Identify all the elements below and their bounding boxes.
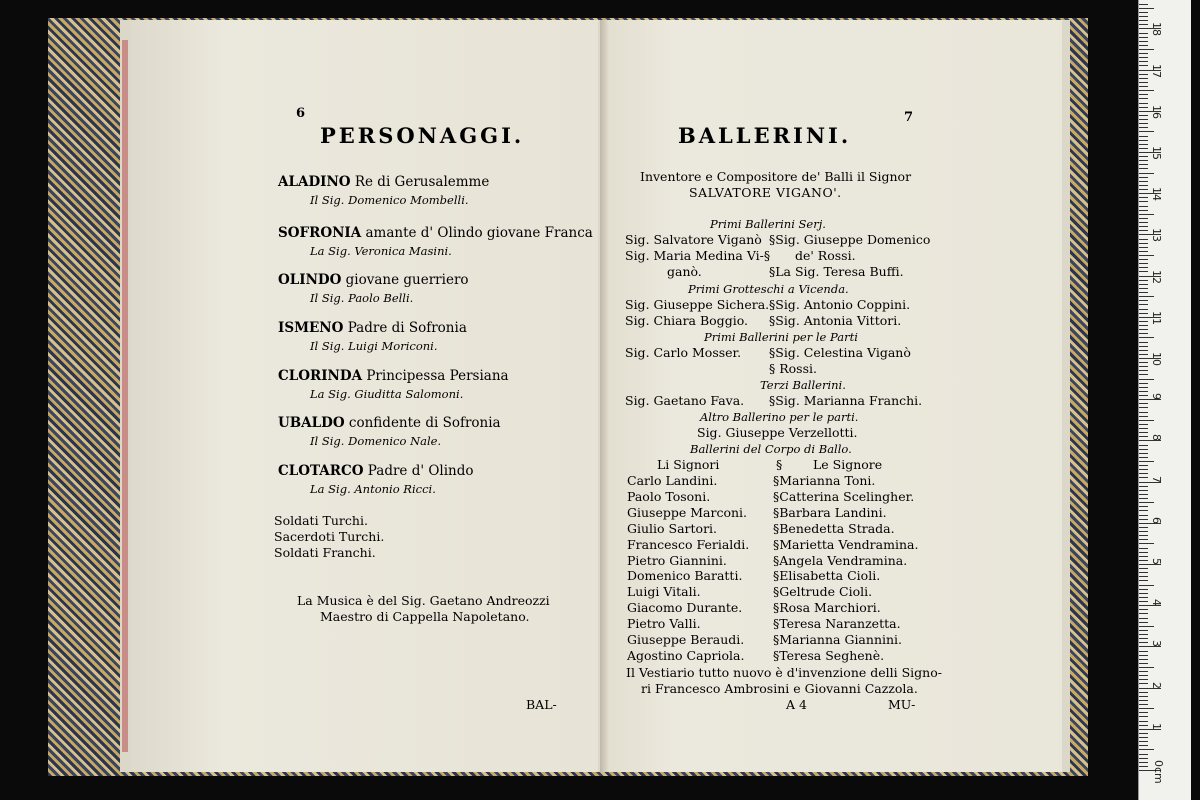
ruler-tick xyxy=(1139,445,1148,446)
ruler-tick xyxy=(1139,473,1148,474)
dancer-left: ganò. xyxy=(667,264,702,279)
ruler-tick xyxy=(1139,675,1148,676)
ruler-tick xyxy=(1139,638,1148,639)
ruler-tick xyxy=(1139,173,1154,174)
character-name: ISMENO xyxy=(278,320,344,336)
corpo-signore: Giacomo Durante. xyxy=(627,600,743,616)
ruler-tick xyxy=(1139,428,1148,429)
ruler-number: 1 xyxy=(1150,722,1163,730)
character-actor: Il Sig. Domenico Mombelli. xyxy=(310,193,469,207)
ruler-tick xyxy=(1139,671,1148,672)
ruler-tick xyxy=(1139,136,1148,137)
altro-name: Sig. Giuseppe Verzellotti. xyxy=(697,425,858,440)
ruler-number: 13 xyxy=(1150,228,1163,243)
ruler-tick xyxy=(1139,749,1154,750)
ruler-tick xyxy=(1139,622,1148,623)
dancer-left: Sig. Gaetano Fava. xyxy=(625,393,745,408)
ruler-tick xyxy=(1139,4,1148,5)
dancer-right: §Sig. Marianna Franchi. xyxy=(769,393,923,408)
corpo-signore-female: §Catterina Scelingher. xyxy=(773,488,915,504)
ruler-tick xyxy=(1139,296,1154,297)
ruler-tick xyxy=(1139,469,1148,470)
corpo-signore: Paolo Tosoni. xyxy=(627,488,711,504)
ruler-tick xyxy=(1139,609,1148,610)
ruler-number: 3 xyxy=(1150,640,1163,648)
ruler-tick xyxy=(1139,601,1148,602)
ruler-tick xyxy=(1139,457,1148,458)
dancer-left: Sig. Chiara Boggio. xyxy=(625,313,748,328)
ruler-tick xyxy=(1139,214,1154,215)
character-name-line xyxy=(278,226,593,241)
ruler-tick xyxy=(1139,78,1148,79)
ruler-tick xyxy=(1139,8,1154,9)
ruler-tick xyxy=(1139,416,1148,417)
ruler-tick xyxy=(1139,465,1148,466)
ruler-tick xyxy=(1139,239,1148,240)
ruler-tick xyxy=(1139,515,1148,516)
ruler-tick xyxy=(1139,630,1148,631)
vestiario-line1: Il Vestiario tutto nuovo è d'invenzione delli Signo- xyxy=(626,665,942,680)
ruler-tick xyxy=(1139,741,1148,742)
section-heading: Primi Grotteschi a Vicenda. xyxy=(688,282,849,296)
ruler-tick xyxy=(1139,543,1154,544)
ruler-tick xyxy=(1139,127,1148,128)
corpo-signore: Giulio Sartori. xyxy=(627,520,718,536)
ruler-tick xyxy=(1139,346,1148,347)
ruler-tick xyxy=(1139,659,1148,660)
ruler-tick xyxy=(1139,251,1148,252)
ruler-tick xyxy=(1139,144,1148,145)
ruler-tick xyxy=(1139,350,1148,351)
ruler-tick xyxy=(1139,82,1148,83)
dancer-right: de' Rossi. xyxy=(795,248,856,263)
character-name: CLORINDA xyxy=(278,368,363,384)
ruler-tick xyxy=(1139,733,1148,734)
right-page-title: BALLERINI. xyxy=(678,123,852,148)
ruler-tick xyxy=(1139,585,1154,586)
left-page-number: 6 xyxy=(296,106,306,121)
ruler-tick xyxy=(1139,556,1148,557)
dancer-left: Sig. Maria Medina Vi-§ xyxy=(625,248,771,263)
corpo-separator: § xyxy=(776,457,783,472)
character-description: confidente di Sofronia xyxy=(344,415,501,431)
section-heading: Primi Ballerini per le Parti xyxy=(704,330,858,344)
character-description: amante d' Olindo giovane Franca xyxy=(361,225,593,241)
ruler-tick xyxy=(1139,527,1148,528)
ruler-tick xyxy=(1139,391,1148,392)
corpo-signore-female: §Marianna Toni. xyxy=(773,473,876,488)
dancer-left: Sig. Salvatore Viganò xyxy=(625,232,762,247)
ruler-tick xyxy=(1139,321,1148,322)
ruler-tick xyxy=(1139,642,1148,643)
character-name-line xyxy=(278,464,474,479)
signature-mark: A 4 xyxy=(786,697,807,712)
ruler-tick xyxy=(1139,362,1148,363)
ruler-tick xyxy=(1139,758,1148,759)
ruler-number: 9 xyxy=(1150,393,1163,401)
music-credit-line1: La Musica è del Sig. Gaetano Andreozzi xyxy=(297,593,550,608)
ruler-tick xyxy=(1139,259,1148,260)
ruler-tick xyxy=(1139,329,1148,330)
dancer-right: §Sig. Giuseppe Domenico xyxy=(769,232,931,247)
ruler-tick xyxy=(1139,342,1148,343)
ruler-tick xyxy=(1139,280,1148,281)
ruler-tick xyxy=(1139,560,1148,561)
ruler-number: 4 xyxy=(1150,599,1163,607)
right-catchword: MU- xyxy=(888,697,916,712)
corpo-signore-female: §Teresa Naranzetta. xyxy=(773,616,901,632)
ruler-tick xyxy=(1139,90,1154,91)
ruler-tick xyxy=(1139,201,1148,202)
ruler-tick xyxy=(1139,263,1148,264)
character-actor: La Sig. Giuditta Salomoni. xyxy=(310,387,464,401)
character-name: OLINDO xyxy=(278,272,342,288)
ruler-tick xyxy=(1139,535,1148,536)
ruler-tick xyxy=(1139,247,1148,248)
ruler-tick xyxy=(1139,597,1148,598)
ruler-number: 16 xyxy=(1150,104,1163,119)
ruler-tick xyxy=(1139,655,1148,656)
ruler-tick xyxy=(1139,626,1154,627)
ruler-tick xyxy=(1139,613,1148,614)
ruler-tick xyxy=(1139,395,1148,396)
ruler-tick xyxy=(1139,288,1148,289)
corpo-signore-female: §Angela Vendramina. xyxy=(773,552,908,568)
ruler-tick xyxy=(1139,683,1148,684)
character-description: Re di Gerusalemme xyxy=(350,174,490,190)
measurement-ruler xyxy=(1138,0,1191,800)
corpo-signore-female: §Marianna Giannini. xyxy=(773,632,903,647)
ruler-tick xyxy=(1139,510,1148,511)
ruler-tick xyxy=(1139,589,1148,590)
character-name-line xyxy=(278,416,501,431)
corpo-signore-female: §Barbara Landini. xyxy=(773,504,887,520)
ruler-tick xyxy=(1139,576,1148,577)
ruler-tick xyxy=(1139,243,1148,244)
character-name: SOFRONIA xyxy=(278,225,362,241)
ruler-tick xyxy=(1139,548,1148,549)
ruler-tick xyxy=(1139,700,1148,701)
book-spine xyxy=(600,20,610,772)
ruler-tick xyxy=(1139,712,1148,713)
ruler-tick xyxy=(1139,679,1148,680)
ruler-number: 11 xyxy=(1150,310,1163,325)
corpo-signore: Giuseppe Beraudi. xyxy=(627,632,745,647)
character-description: Padre di Sofronia xyxy=(343,320,467,336)
dancer-right: §Sig. Antonio Coppini. xyxy=(769,297,911,312)
corpo-signore-female: §Marietta Vendramina. xyxy=(773,536,919,552)
ruler-tick xyxy=(1139,37,1148,38)
ruler-tick xyxy=(1139,148,1148,149)
dancer-right: § Rossi. xyxy=(769,361,817,376)
corpo-signore-female: §Benedetta Strada. xyxy=(773,520,895,536)
corpo-left-head: Li Signori xyxy=(657,457,720,472)
ruler-tick xyxy=(1139,24,1148,25)
dancer-left: Sig. Carlo Mosser. xyxy=(625,345,742,360)
corpo-signore-female: §Teresa Seghenè. xyxy=(773,647,885,663)
ruler-number: 17 xyxy=(1150,63,1163,78)
right-page-number: 7 xyxy=(904,110,914,125)
corpo-signore-female: §Geltrude Cioli. xyxy=(773,584,873,600)
ruler-tick xyxy=(1139,704,1148,705)
dancer-left: Sig. Giuseppe Sichera. xyxy=(625,297,770,312)
ruler-number: 6 xyxy=(1150,516,1163,524)
ruler-tick xyxy=(1139,103,1148,104)
ruler-tick xyxy=(1139,432,1148,433)
ruler-tick xyxy=(1139,424,1148,425)
ruler-tick xyxy=(1139,218,1148,219)
ruler-unit-label: 0cm xyxy=(1152,760,1165,784)
ruler-tick xyxy=(1139,267,1148,268)
ruler-number: 14 xyxy=(1150,187,1163,202)
corpo-right-head: Le Signore xyxy=(813,457,883,472)
ruler-tick xyxy=(1139,61,1148,62)
corpo-signore: Agostino Capriola. xyxy=(627,647,745,663)
ruler-tick xyxy=(1139,754,1148,755)
ruler-tick xyxy=(1139,354,1148,355)
page-edge xyxy=(122,40,128,752)
ruler-tick xyxy=(1139,708,1154,709)
character-actor: Il Sig. Domenico Nale. xyxy=(310,434,442,448)
ruler-tick xyxy=(1139,721,1148,722)
section-heading: Terzi Ballerini. xyxy=(760,378,846,392)
ruler-tick xyxy=(1139,119,1148,120)
ruler-number: 2 xyxy=(1150,681,1163,689)
ruler-tick xyxy=(1139,552,1148,553)
character-actor: Il Sig. Paolo Belli. xyxy=(310,291,414,305)
dancer-right: §La Sig. Teresa Buffi. xyxy=(769,264,904,279)
ruler-tick xyxy=(1139,502,1154,503)
character-name-line xyxy=(278,273,469,288)
ruler-number: 8 xyxy=(1150,434,1163,442)
ruler-tick xyxy=(1139,618,1148,619)
ruler-tick xyxy=(1139,86,1148,87)
ruler-tick xyxy=(1139,20,1148,21)
character-actor: Il Sig. Luigi Moriconi. xyxy=(310,339,438,353)
ruler-tick xyxy=(1139,177,1148,178)
ruler-tick xyxy=(1139,49,1154,50)
ruler-tick xyxy=(1139,370,1148,371)
ruler-tick xyxy=(1139,94,1148,95)
dancer-right: §Sig. Celestina Viganò xyxy=(769,345,911,360)
ruler-tick xyxy=(1139,210,1148,211)
ruler-tick xyxy=(1139,366,1148,367)
ruler-tick xyxy=(1139,374,1148,375)
ruler-tick xyxy=(1139,634,1148,635)
ruler-tick xyxy=(1139,16,1148,17)
section-heading: Primi Ballerini Serj. xyxy=(710,217,826,231)
left-catchword: BAL- xyxy=(526,697,557,712)
corpo-heading: Ballerini del Corpo di Ballo. xyxy=(690,442,852,456)
ruler-tick xyxy=(1139,477,1148,478)
dancer-right: §Sig. Antonia Vittori. xyxy=(769,313,902,328)
corpo-signore: Carlo Landini. xyxy=(627,473,718,488)
ruler-tick xyxy=(1139,403,1148,404)
ruler-number: 18 xyxy=(1150,22,1163,37)
ruler-tick xyxy=(1139,519,1148,520)
ruler-tick xyxy=(1139,33,1148,34)
ruler-tick xyxy=(1139,498,1148,499)
ruler-tick xyxy=(1139,74,1148,75)
character-description: giovane guerriero xyxy=(341,272,469,288)
character-name: UBALDO xyxy=(278,415,345,431)
ruler-tick xyxy=(1139,453,1148,454)
ruler-tick xyxy=(1139,420,1154,421)
ruler-number: 12 xyxy=(1150,269,1163,284)
corpo-signore: Pietro Giannini. xyxy=(627,552,727,568)
ruler-tick xyxy=(1139,140,1148,141)
corpo-signore: Pietro Valli. xyxy=(627,616,701,632)
ruler-tick xyxy=(1139,115,1148,116)
character-name: CLOTARCO xyxy=(278,463,364,479)
character-name-line xyxy=(278,369,509,384)
ruler-number: 15 xyxy=(1150,146,1163,160)
ruler-tick xyxy=(1139,156,1148,157)
extras-3: Soldati Franchi. xyxy=(274,545,376,560)
ruler-tick xyxy=(1139,255,1154,256)
corpo-signore: Francesco Ferialdi. xyxy=(627,536,750,552)
ruler-number: 10 xyxy=(1150,352,1163,366)
ruler-tick xyxy=(1139,580,1148,581)
ruler-tick xyxy=(1139,387,1148,388)
ruler-tick xyxy=(1139,539,1148,540)
ruler-tick xyxy=(1139,164,1148,165)
inventor-line1: Inventore e Compositore de' Balli il Signor xyxy=(640,169,912,184)
ruler-tick xyxy=(1139,333,1148,334)
ruler-number: 7 xyxy=(1150,475,1163,483)
ruler-tick xyxy=(1139,745,1148,746)
ruler-tick xyxy=(1139,168,1148,169)
ruler-tick xyxy=(1139,222,1148,223)
ruler-tick xyxy=(1139,568,1148,569)
ruler-tick xyxy=(1139,189,1148,190)
ruler-tick xyxy=(1139,206,1148,207)
ruler-tick xyxy=(1139,160,1148,161)
ruler-tick xyxy=(1139,407,1148,408)
ruler-tick xyxy=(1139,725,1148,726)
corpo-signore-female: §Rosa Marchiori. xyxy=(773,600,881,616)
ruler-tick xyxy=(1139,57,1148,58)
book-pages xyxy=(120,20,1070,772)
ruler-tick xyxy=(1139,696,1148,697)
ruler-tick xyxy=(1139,65,1148,66)
ruler-tick xyxy=(1139,185,1148,186)
ruler-tick xyxy=(1139,325,1148,326)
ruler-tick xyxy=(1139,309,1148,310)
ruler-tick xyxy=(1139,123,1148,124)
ruler-tick xyxy=(1139,593,1148,594)
ruler-tick xyxy=(1139,292,1148,293)
ruler-tick xyxy=(1139,383,1148,384)
ruler-tick xyxy=(1139,284,1148,285)
ruler-tick xyxy=(1139,379,1154,380)
ruler-number: 5 xyxy=(1150,558,1163,565)
corpo-signore: Giuseppe Marconi. xyxy=(627,504,747,520)
ruler-tick xyxy=(1139,651,1148,652)
ruler-tick xyxy=(1139,461,1154,462)
ruler-tick xyxy=(1139,412,1148,413)
ruler-tick xyxy=(1139,181,1148,182)
ruler-tick xyxy=(1139,131,1154,132)
ruler-tick xyxy=(1139,494,1148,495)
music-credit-line2: Maestro di Cappella Napoletano. xyxy=(320,609,530,624)
extras-2: Sacerdoti Turchi. xyxy=(274,529,385,544)
ruler-tick xyxy=(1139,300,1148,301)
ruler-tick xyxy=(1139,337,1154,338)
ruler-tick xyxy=(1139,762,1148,763)
ruler-tick xyxy=(1139,436,1148,437)
ruler-tick xyxy=(1139,12,1148,13)
ruler-tick xyxy=(1139,737,1148,738)
ruler-tick xyxy=(1139,766,1148,767)
character-description: Principessa Persiana xyxy=(362,368,509,384)
ruler-tick xyxy=(1139,313,1148,314)
corpo-signore: Luigi Vitali. xyxy=(627,584,701,600)
character-description: Padre d' Olindo xyxy=(363,463,474,479)
ruler-tick xyxy=(1139,716,1148,717)
ruler-tick xyxy=(1139,230,1148,231)
ruler-tick xyxy=(1139,486,1148,487)
ruler-tick xyxy=(1139,449,1148,450)
vestiario-line2: ri Francesco Ambrosini e Giovanni Cazzola. xyxy=(641,681,918,696)
altro-heading: Altro Ballerino per le parti. xyxy=(700,410,859,424)
ruler-tick xyxy=(1139,226,1148,227)
ruler-tick xyxy=(1139,45,1148,46)
ruler-tick xyxy=(1139,53,1148,54)
ruler-tick xyxy=(1139,506,1148,507)
ruler-tick xyxy=(1139,531,1148,532)
ruler-tick xyxy=(1139,41,1148,42)
character-name-line xyxy=(278,321,467,336)
ruler-tick xyxy=(1139,572,1148,573)
ruler-tick xyxy=(1139,107,1148,108)
ruler-tick xyxy=(1139,98,1148,99)
ruler-tick xyxy=(1139,304,1148,305)
corpo-signore-female: §Elisabetta Cioli. xyxy=(773,568,881,584)
character-actor: La Sig. Antonio Ricci. xyxy=(310,482,436,496)
inventor-line2: SALVATORE VIGANO'. xyxy=(689,185,842,200)
left-page-title: PERSONAGGI. xyxy=(320,123,525,148)
character-name: ALADINO xyxy=(278,174,351,190)
ruler-tick xyxy=(1139,490,1148,491)
ruler-tick xyxy=(1139,692,1148,693)
corpo-signore: Domenico Baratti. xyxy=(627,568,743,584)
character-name-line xyxy=(278,175,489,190)
ruler-tick xyxy=(1139,271,1148,272)
character-actor: La Sig. Veronica Masini. xyxy=(310,244,452,258)
ruler-tick xyxy=(1139,663,1148,664)
ruler-tick xyxy=(1139,197,1148,198)
ruler-tick xyxy=(1139,667,1154,668)
extras-1: Soldati Turchi. xyxy=(274,513,368,528)
